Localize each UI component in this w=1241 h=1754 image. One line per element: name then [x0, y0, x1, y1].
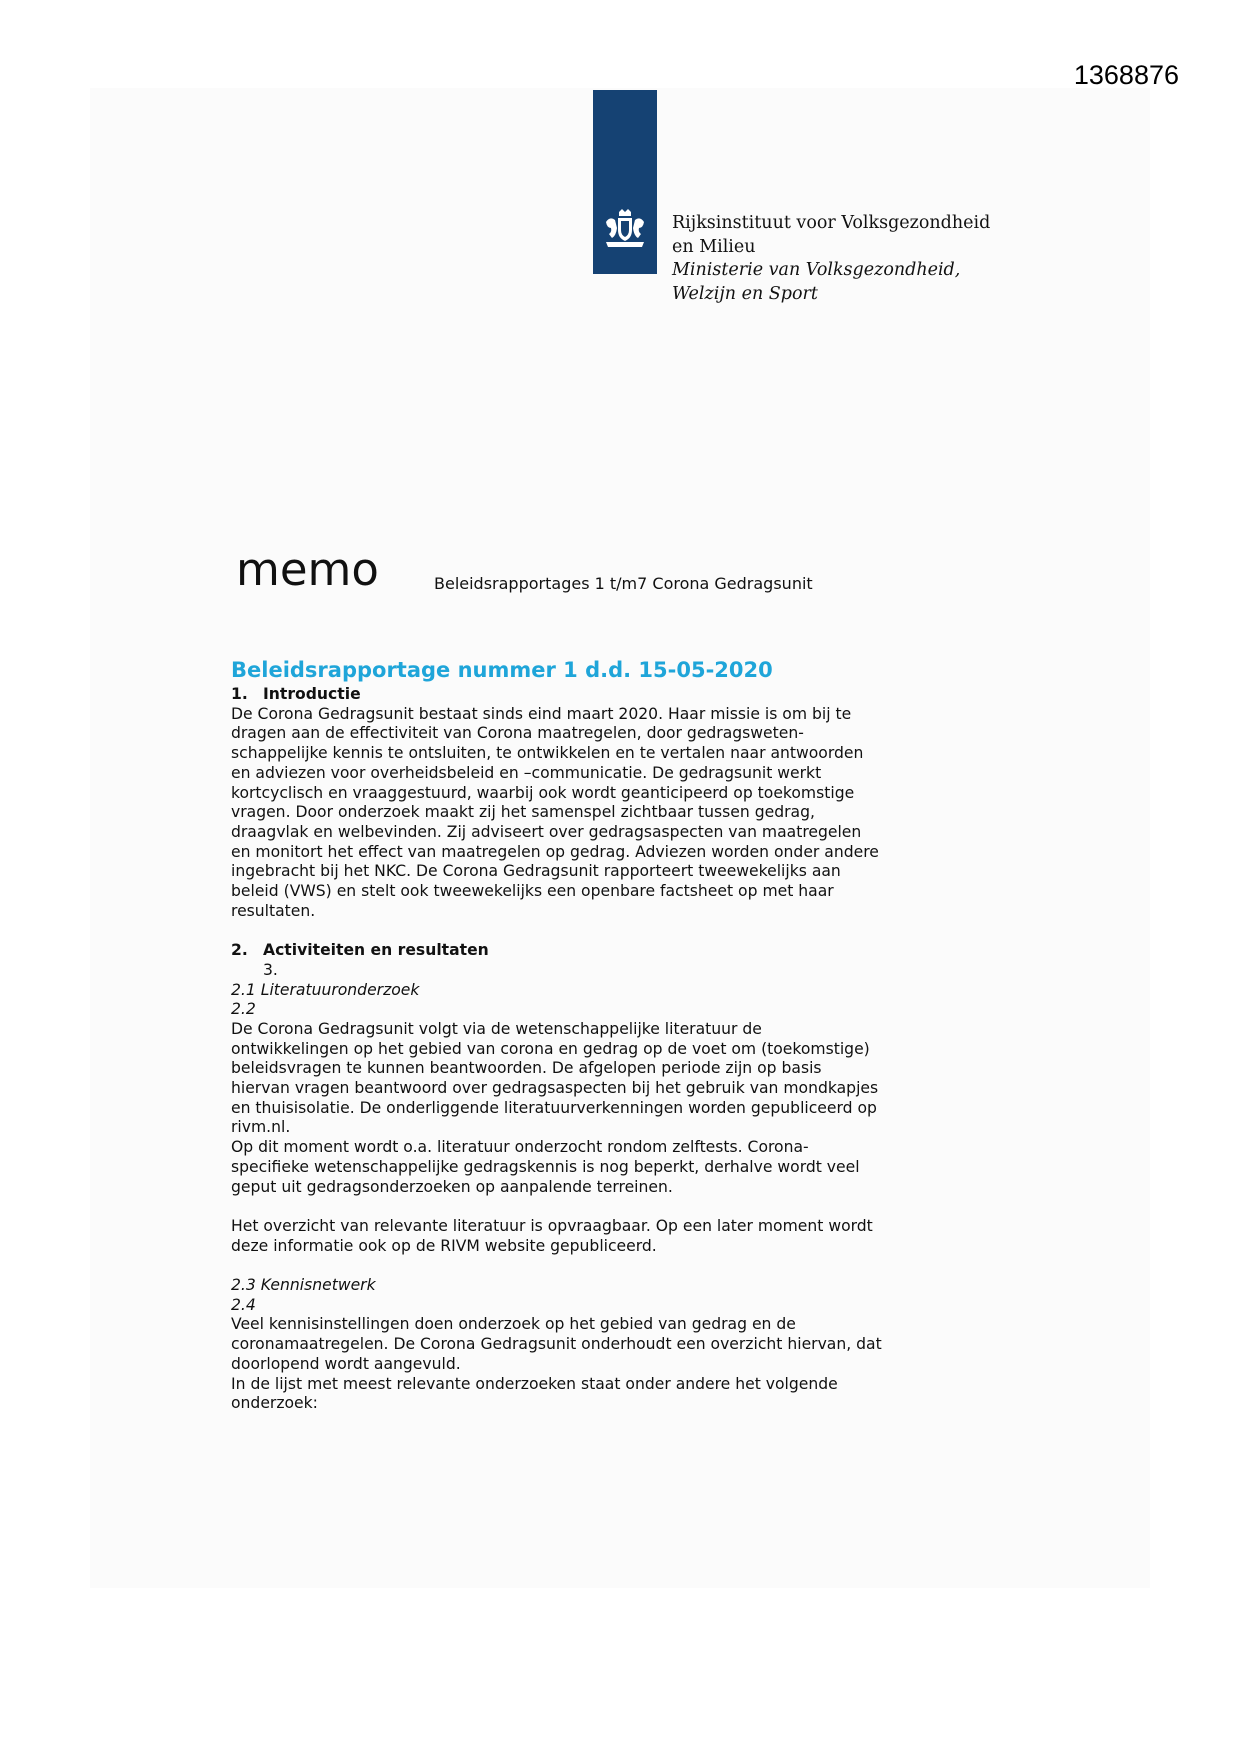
text-line: Veel kennisinstellingen doen onderzoek op het gebied van gedrag en de: [231, 1315, 796, 1334]
text-line: coronamaatregelen. De Corona Gedragsunit onderhoudt een overzicht hiervan, dat: [231, 1335, 882, 1354]
subsection-2-1-paragraph-b: [231, 1217, 931, 1256]
ministry-line-1: Ministerie van Volksgezondheid,: [672, 260, 961, 280]
subsection-2-3-heading: 2.3 Kennisnetwerk: [231, 1276, 376, 1295]
text-line: De Corona Gedragsunit volgt via de wetenschappelijke literatuur de: [231, 1019, 762, 1038]
subsection-2-1-paragraph: [231, 1020, 931, 1197]
text-line: doorlopend wordt aangevuld.: [231, 1354, 461, 1373]
text-line: In de lijst met meest relevante onderzoeken staat onder andere het volgende: [231, 1374, 838, 1393]
subsection-2-3-paragraph: [231, 1315, 931, 1414]
text-line: en thuisisolatie. De onderliggende literatuurverkenningen worden gepubliceerd op: [231, 1098, 877, 1117]
text-line: vragen. Door onderzoek maakt zij het samenspel zichtbaar tussen gedrag,: [231, 803, 815, 822]
memo-label: memo: [236, 543, 379, 596]
text-line: hiervan vragen beantwoord over gedragsaspecten bij het gebruik van mondkapjes: [231, 1079, 879, 1098]
subsection-2-4-number: 2.4: [231, 1295, 256, 1314]
organization-block: [672, 212, 1032, 306]
org-name-line-1: Rijksinstituut voor Volksgezondheid: [672, 213, 991, 233]
text-line: draagvlak en welbevinden. Zij adviseert over gedragsaspecten van maatregelen: [231, 822, 862, 841]
section-1-title: Introductie: [263, 685, 361, 703]
section-3-number: 3.: [263, 960, 278, 979]
text-line: dragen aan de effectiviteit van Corona maatregelen, door gedragsweten-: [231, 724, 804, 743]
government-logo: [593, 90, 657, 274]
text-line: ingebracht bij het NKC. De Corona Gedragsunit rapporteert tweewekelijks aan: [231, 862, 841, 881]
text-line: en adviezen voor overheidsbeleid en –communicatie. De gedragsunit werkt: [231, 763, 822, 782]
document-number: 1368876: [1073, 60, 1179, 90]
subsection-2-2-number: 2.2: [231, 1000, 256, 1019]
text-line: resultaten.: [231, 901, 316, 920]
report-title: Beleidsrapportage nummer 1 d.d. 15-05-2020: [231, 658, 773, 682]
ministry-line-2: Welzijn en Sport: [672, 283, 818, 304]
subsection-2-1-heading: 2.1 Literatuuronderzoek: [231, 980, 420, 999]
section-2-heading: [231, 941, 931, 961]
text-line: ontwikkelingen op het gebied van corona en gedrag op de voet om (toekomstige): [231, 1039, 870, 1058]
text-line: beleid (VWS) en stelt ook tweewekelijks een openbare factsheet op met haar: [231, 882, 834, 901]
section-2-number: 2.: [231, 941, 248, 960]
section-2-title: Activiteiten en resultaten: [263, 941, 489, 960]
royal-coat-of-arms-icon: [600, 208, 650, 250]
section-1-paragraph: [231, 705, 931, 922]
text-line: deze informatie ook op de RIVM website gepubliceerd.: [231, 1236, 657, 1255]
text-line: Op dit moment wordt o.a. literatuur onderzocht rondom zelftests. Corona-: [231, 1138, 809, 1157]
text-line: geput uit gedragsonderzoeken op aanpalende terreinen.: [231, 1177, 673, 1196]
section-1-heading: [231, 685, 931, 705]
report-body: [231, 655, 931, 1414]
text-line: en monitort het effect van maatregelen op gedrag. Adviezen worden onder andere: [231, 842, 879, 861]
text-line: Het overzicht van relevante literatuur is opvraagbaar. Op een later moment wordt: [231, 1216, 873, 1235]
org-name-line-2: en Milieu: [672, 236, 756, 257]
text-line: schappelijke kennis te ontsluiten, te ontwikkelen en te vertalen naar antwoorden: [231, 744, 864, 763]
section-1-number: 1.: [231, 685, 248, 703]
text-line: kortcyclisch en vraaggestuurd, waarbij ook wordt geanticipeerd op toekomstige: [231, 783, 855, 802]
text-line: specifieke wetenschappelijke gedragskennis is nog beperkt, derhalve wordt veel: [231, 1157, 860, 1176]
text-line: beleidsvragen te kunnen beantwoorden. De afgelopen periode zijn op basis: [231, 1059, 822, 1078]
text-line: rivm.nl.: [231, 1118, 291, 1137]
text-line: onderzoek:: [231, 1394, 318, 1413]
memo-subject: Beleidsrapportages 1 t/m7 Corona Gedragsunit: [434, 574, 813, 593]
text-line: De Corona Gedragsunit bestaat sinds eind maart 2020. Haar missie is om bij te: [231, 704, 852, 723]
